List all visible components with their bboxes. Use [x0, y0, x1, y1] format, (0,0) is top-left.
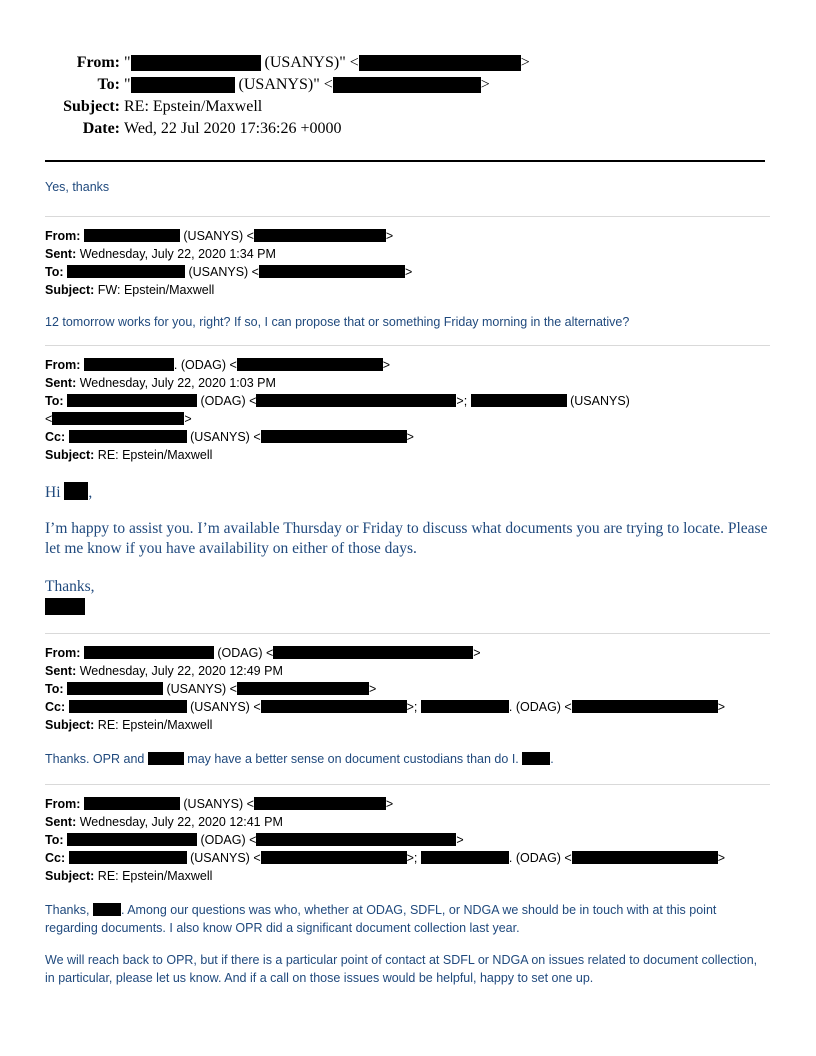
subject-value: RE: Epstein/Maxwell: [94, 448, 213, 462]
date-label: Date:: [82, 120, 120, 137]
header-divider: [45, 160, 765, 162]
header-to-row: [60, 74, 530, 96]
redaction-bar: [69, 430, 187, 443]
redaction-bar: [67, 682, 163, 695]
from-label: From:: [76, 54, 120, 71]
message-body: 12 tomorrow works for you, right? If so, I can propose that or something Friday morning in the alternative?: [45, 315, 630, 329]
cc-label: Cc:: [45, 430, 66, 444]
signoff: Thanks,: [45, 578, 95, 595]
redaction-bar: [572, 851, 718, 864]
message-body: Thanks. OPR and may have a better sense on document custodians than do I. .: [45, 752, 554, 766]
redaction-bar: [131, 77, 235, 93]
redaction-bar: [64, 482, 88, 500]
header-date-row: [60, 118, 530, 140]
subject-label: Subject:: [45, 718, 95, 732]
cc-org: (USANYS) <: [186, 851, 261, 865]
redaction-bar: [67, 833, 197, 846]
sent-label: Sent:: [45, 664, 77, 678]
redaction-bar: [471, 394, 567, 407]
redaction-bar: [84, 358, 174, 371]
from-org: (USANYS)" <: [260, 54, 359, 71]
quote-mark: ": [124, 54, 131, 71]
quote-mark: ": [124, 76, 131, 93]
message-separator: [45, 633, 770, 634]
message-separator: [45, 345, 770, 346]
redaction-bar: [254, 797, 386, 810]
subject-value: RE: Epstein/Maxwell: [94, 718, 213, 732]
redaction-bar: [261, 430, 407, 443]
redaction-bar: [421, 851, 509, 864]
message-body: I’m happy to assist you. I’m available Thursday or Friday to discuss what documents you are trying to locate. Please let me know if you have availability on either of those days.: [45, 520, 768, 557]
greeting: Hi ,: [45, 484, 93, 501]
redaction-bar: [256, 394, 456, 407]
redaction-bar: [69, 700, 187, 713]
cc-org: (USANYS) <: [186, 700, 261, 714]
to-label: To:: [97, 76, 120, 93]
redaction-bar: [45, 598, 85, 615]
subject-label: Subject:: [63, 98, 120, 115]
to-org: (USANYS)" <: [234, 76, 333, 93]
cc-label: Cc:: [45, 700, 66, 714]
redaction-bar: [84, 229, 180, 242]
email-body: [45, 178, 770, 987]
from-org: (USANYS) <: [179, 229, 254, 243]
email-header: [60, 52, 530, 140]
from-label: From:: [45, 229, 81, 243]
from-org: . (ODAG) <: [173, 358, 237, 372]
subject-label: Subject:: [45, 283, 95, 297]
redaction-bar: [148, 752, 184, 765]
subject-label: Subject:: [45, 448, 95, 462]
cc-org: . (ODAG) <: [508, 700, 572, 714]
subject-value: RE: Epstein/Maxwell: [94, 869, 213, 883]
to-org: (USANYS): [566, 394, 630, 408]
sent-label: Sent:: [45, 247, 77, 261]
redaction-bar: [256, 833, 456, 846]
redaction-bar: [237, 682, 369, 695]
sent-value: Wednesday, July 22, 2020 12:49 PM: [76, 664, 283, 678]
redaction-bar: [93, 903, 121, 916]
quoted-header: From: (USANYS) < > Sent: Wednesday, July 22, 2020 1:34 PM To: (USANYS) < > Subject: FW: Epstein/Maxwell: [45, 229, 413, 297]
sent-label: Sent:: [45, 376, 77, 390]
redaction-bar: [67, 265, 185, 278]
redaction-bar: [359, 55, 521, 71]
redaction-bar: [131, 55, 261, 71]
message-separator: [45, 784, 770, 785]
redaction-bar: [273, 646, 473, 659]
to-label: To:: [45, 394, 64, 408]
from-label: From:: [45, 358, 81, 372]
gt-mark: >: [520, 54, 530, 71]
redaction-bar: [237, 358, 383, 371]
redaction-bar: [421, 700, 509, 713]
from-label: From:: [45, 646, 81, 660]
subject-value: RE: Epstein/Maxwell: [124, 98, 263, 115]
cc-org: . (ODAG) <: [508, 851, 572, 865]
from-org: (ODAG) <: [213, 646, 274, 660]
to-org: (USANYS) <: [163, 682, 237, 696]
from-label: From:: [45, 797, 81, 811]
redaction-bar: [69, 851, 187, 864]
message-separator: [45, 216, 770, 217]
redaction-bar: [261, 700, 407, 713]
to-org: (ODAG) <: [197, 833, 257, 847]
subject-label: Subject:: [45, 869, 95, 883]
message-body: Thanks, . Among our questions was who, whether at ODAG, SDFL, or NDGA we should be in touch with at this point regarding documents. I also know OPR did a significant document collection last year.: [45, 903, 717, 935]
redaction-bar: [84, 797, 180, 810]
message-body: We will reach back to OPR, but if there is a particular point of contact at SDFL or NDGA on issues related to document collection, in particular, please let us know. And if a call on those issues would be helpful, happy to set one up.: [45, 953, 758, 985]
to-org: (ODAG) <: [197, 394, 257, 408]
redaction-bar: [522, 752, 550, 765]
subject-value: FW: Epstein/Maxwell: [94, 283, 215, 297]
redaction-bar: [52, 412, 184, 425]
sent-value: Wednesday, July 22, 2020 12:41 PM: [76, 815, 283, 829]
to-label: To:: [45, 833, 64, 847]
sent-label: Sent:: [45, 815, 77, 829]
redaction-bar: [261, 851, 407, 864]
gt-mark: >: [480, 76, 490, 93]
redaction-bar: [84, 646, 214, 659]
to-label: To:: [45, 265, 64, 279]
from-org: (USANYS) <: [179, 797, 254, 811]
date-value: Wed, 22 Jul 2020 17:36:26 +0000: [124, 120, 342, 137]
redaction-bar: [254, 229, 386, 242]
cc-label: Cc:: [45, 851, 66, 865]
quoted-header: From: (USANYS) < > Sent: Wednesday, July 22, 2020 12:41 PM To: (ODAG) < > Cc: (USANYS) < >; . (ODAG) < > Subject: RE: Epstein/Maxwell: [45, 797, 726, 883]
cc-org: (USANYS) <: [186, 430, 261, 444]
sent-value: Wednesday, July 22, 2020 1:03 PM: [76, 376, 276, 390]
quoted-header: From: . (ODAG) < > Sent: Wednesday, July 22, 2020 1:03 PM To: (ODAG) < >; (USANYS) < > Cc: (USANYS) < > Subject: RE: Epstein/Maxwell: [45, 358, 630, 462]
header-subject-row: [60, 96, 530, 118]
redaction-bar: [259, 265, 405, 278]
redaction-bar: [572, 700, 718, 713]
redaction-bar: [67, 394, 197, 407]
to-label: To:: [45, 682, 64, 696]
redaction-bar: [333, 77, 481, 93]
reply-text: Yes, thanks: [45, 180, 110, 194]
to-org: (USANYS) <: [185, 265, 259, 279]
header-from-row: [60, 52, 530, 74]
quoted-header: From: (ODAG) < > Sent: Wednesday, July 22, 2020 12:49 PM To: (USANYS) < > Cc: (USANYS) < >; . (ODAG) < > Subject: RE: Epstein/Maxwell: [45, 646, 726, 732]
sent-value: Wednesday, July 22, 2020 1:34 PM: [76, 247, 276, 261]
